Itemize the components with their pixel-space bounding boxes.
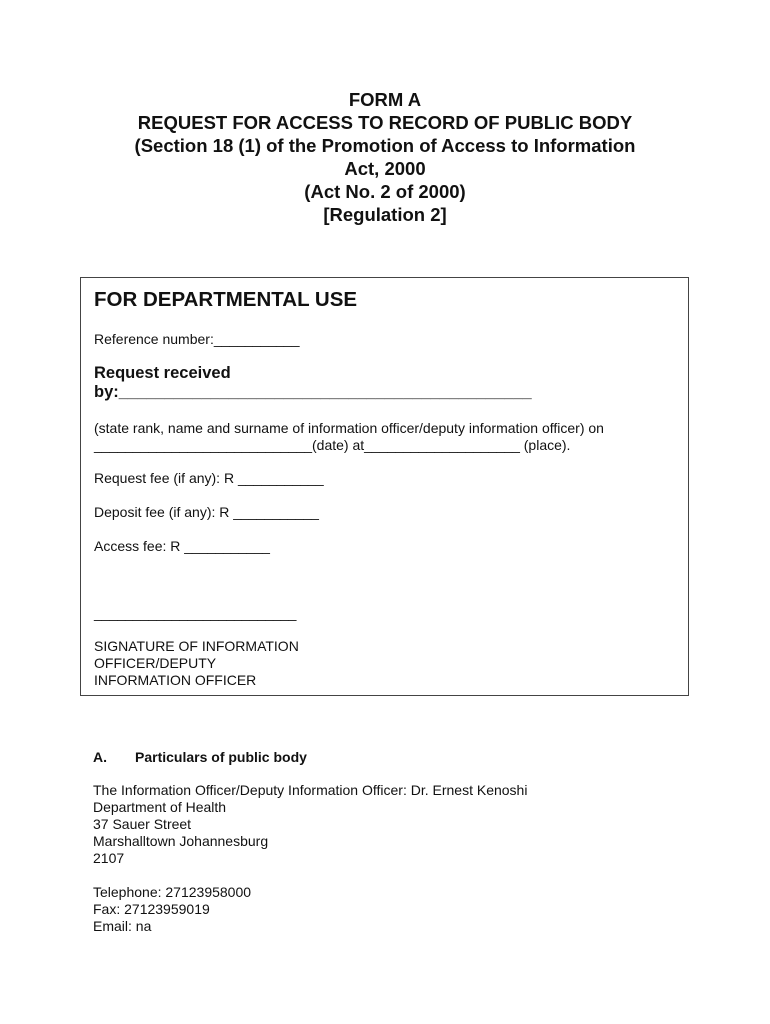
departmental-use-box (80, 277, 689, 696)
title-form-a: FORM A (348, 89, 422, 110)
email: Email: na (93, 918, 152, 934)
fax: Fax: 27123959019 (93, 901, 210, 917)
title-act-number: (Act No. 2 of 2000) (304, 181, 466, 202)
reference-number-field: Reference number:___________ (94, 331, 300, 347)
telephone: Telephone: 27123958000 (93, 884, 252, 900)
street-address: 37 Sauer Street (93, 816, 192, 832)
form-title (0, 88, 770, 226)
request-received-label: Request received (94, 364, 231, 382)
title-regulation: [Regulation 2] (323, 204, 447, 225)
section-a-heading (93, 749, 307, 765)
public-body-particulars (93, 782, 527, 935)
signature-label-2: OFFICER/DEPUTY (94, 655, 217, 671)
signature-label-3: INFORMATION OFFICER (94, 672, 257, 688)
title-request: REQUEST FOR ACCESS TO RECORD OF PUBLIC BODY (137, 112, 633, 133)
access-fee-field: Access fee: R ___________ (94, 538, 270, 554)
department-name: Department of Health (93, 799, 227, 815)
request-fee-field: Request fee (if any): R ___________ (94, 470, 324, 486)
section-a-letter: A. (93, 749, 107, 765)
signature-label-1: SIGNATURE OF INFORMATION (94, 638, 299, 654)
information-officer: The Information Officer/Deputy Information Officer: Dr. Ernest Kenoshi (93, 782, 528, 798)
postal-code: 2107 (93, 850, 125, 866)
title-section: (Section 18 (1) of the Promotion of Access to Information (134, 135, 636, 156)
signature-line: __________________________ (94, 605, 297, 621)
deposit-fee-field: Deposit fee (if any): R ___________ (94, 504, 319, 520)
request-received-line: by:_____________________________________________ (94, 383, 532, 401)
date-place-line: ____________________________(date) at____________________ (place). (94, 437, 571, 453)
city: Marshalltown Johannesburg (93, 833, 269, 849)
section-a-title: Particulars of public body (135, 749, 307, 765)
request-received-field (94, 364, 532, 402)
title-act: Act, 2000 (344, 158, 426, 179)
officer-instruction: (state rank, name and surname of information officer/deputy information officer) on (94, 420, 604, 436)
departmental-use-heading: FOR DEPARTMENTAL USE (94, 288, 358, 311)
